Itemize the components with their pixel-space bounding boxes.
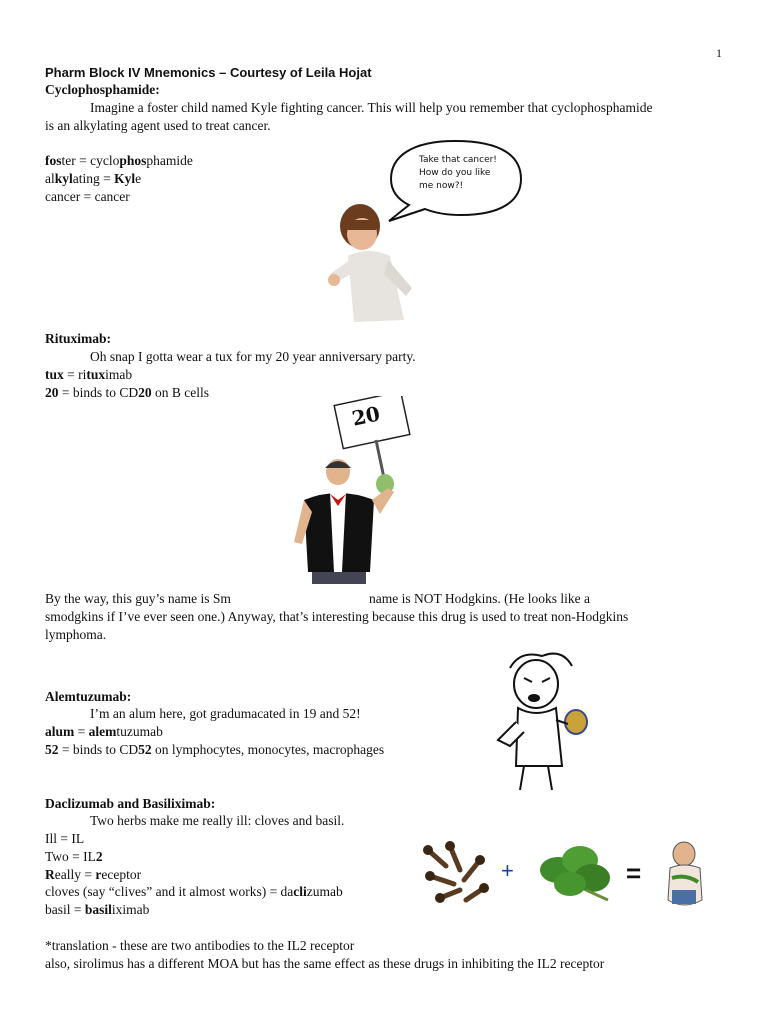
- ritux-title: Rituximab:: [45, 331, 112, 346]
- basil-image: [536, 840, 618, 904]
- alem-mnemonic-2: 52 = binds to CD52 on lymphocytes, monocytes, macrophages: [45, 742, 385, 757]
- document-header: Pharm Block IV Mnemonics – Courtesy of Leila Hojat: [45, 65, 372, 80]
- speech-bubble-line-1: Take that cancer!: [419, 155, 497, 165]
- dacli-mnemonic-4: cloves (say “clives” and it almost works) = daclizumab: [45, 884, 343, 899]
- cloves-image: [420, 840, 492, 910]
- cyclo-story-line-2: is an alkylating agent used to treat cancer.: [45, 118, 271, 133]
- speech-bubble-line-2: How do you like: [419, 168, 491, 178]
- ritux-note-line-1a: By the way, this guy’s name is Sm: [45, 591, 231, 606]
- sirolimus-note: also, sirolimus has a different MOA but has the same effect as these drugs in inhibiting the IL2 receptor: [45, 956, 605, 971]
- cyclo-mnemonic-3: cancer = cancer: [45, 189, 130, 204]
- speech-bubble-line-3: me now?!: [419, 181, 464, 191]
- cyclo-story-line-1: Imagine a foster child named Kyle fighting cancer. This will help you remember that cyclophosphamide: [90, 100, 653, 115]
- dacli-story: Two herbs make me really ill: cloves and basil.: [90, 813, 345, 828]
- equals-sign: =: [626, 858, 642, 888]
- alem-mnemonic-1: alum = alemtuzumab: [45, 724, 163, 739]
- plus-sign: +: [501, 858, 514, 883]
- dacli-mnemonic-5: basil = basiliximab: [45, 902, 150, 917]
- page-number: 1: [716, 46, 722, 60]
- ritux-story: Oh snap I gotta wear a tux for my 20 year anniversary party.: [90, 349, 416, 364]
- ritux-note-line-1b: name is NOT Hodgkins. (He looks like a: [369, 591, 590, 606]
- sign-number-text: 20: [349, 401, 383, 431]
- ritux-mnemonic-2: 20 = binds to CD20 on B cells: [45, 385, 209, 400]
- cyclo-mnemonic-2: alkylating = Kyle: [45, 171, 142, 186]
- ritux-note-line-2: smodgkins if I’ve ever seen one.) Anyway, that’s interesting because this drug is used to treat non-Hodgkins: [45, 609, 629, 624]
- old-alumnus-cartoon-image: [490, 648, 592, 796]
- sick-person-image: [662, 840, 708, 912]
- translation-note: *translation - these are two antibodies to the IL2 receptor: [45, 938, 355, 953]
- ritux-note-line-3: lymphoma.: [45, 627, 107, 642]
- ritux-mnemonic-1: tux = rituximab: [45, 367, 133, 382]
- alem-title: Alemtuzumab:: [45, 689, 132, 704]
- dacli-mnemonic-3: Really = receptor: [45, 867, 142, 882]
- dacli-title: Daclizumab and Basiliximab:: [45, 796, 216, 811]
- alem-story: I’m an alum here, got gradumacated in 19 and 52!: [90, 706, 361, 721]
- boy-fighting-cancer-image: [328, 200, 416, 326]
- dacli-mnemonic-2: Two = IL2: [45, 849, 103, 864]
- cyclo-mnemonic-1: foster = cyclophosphamide: [45, 153, 193, 168]
- dacli-mnemonic-1: Ill = IL: [45, 831, 85, 846]
- cyclo-title: Cyclophosphamide:: [45, 82, 160, 97]
